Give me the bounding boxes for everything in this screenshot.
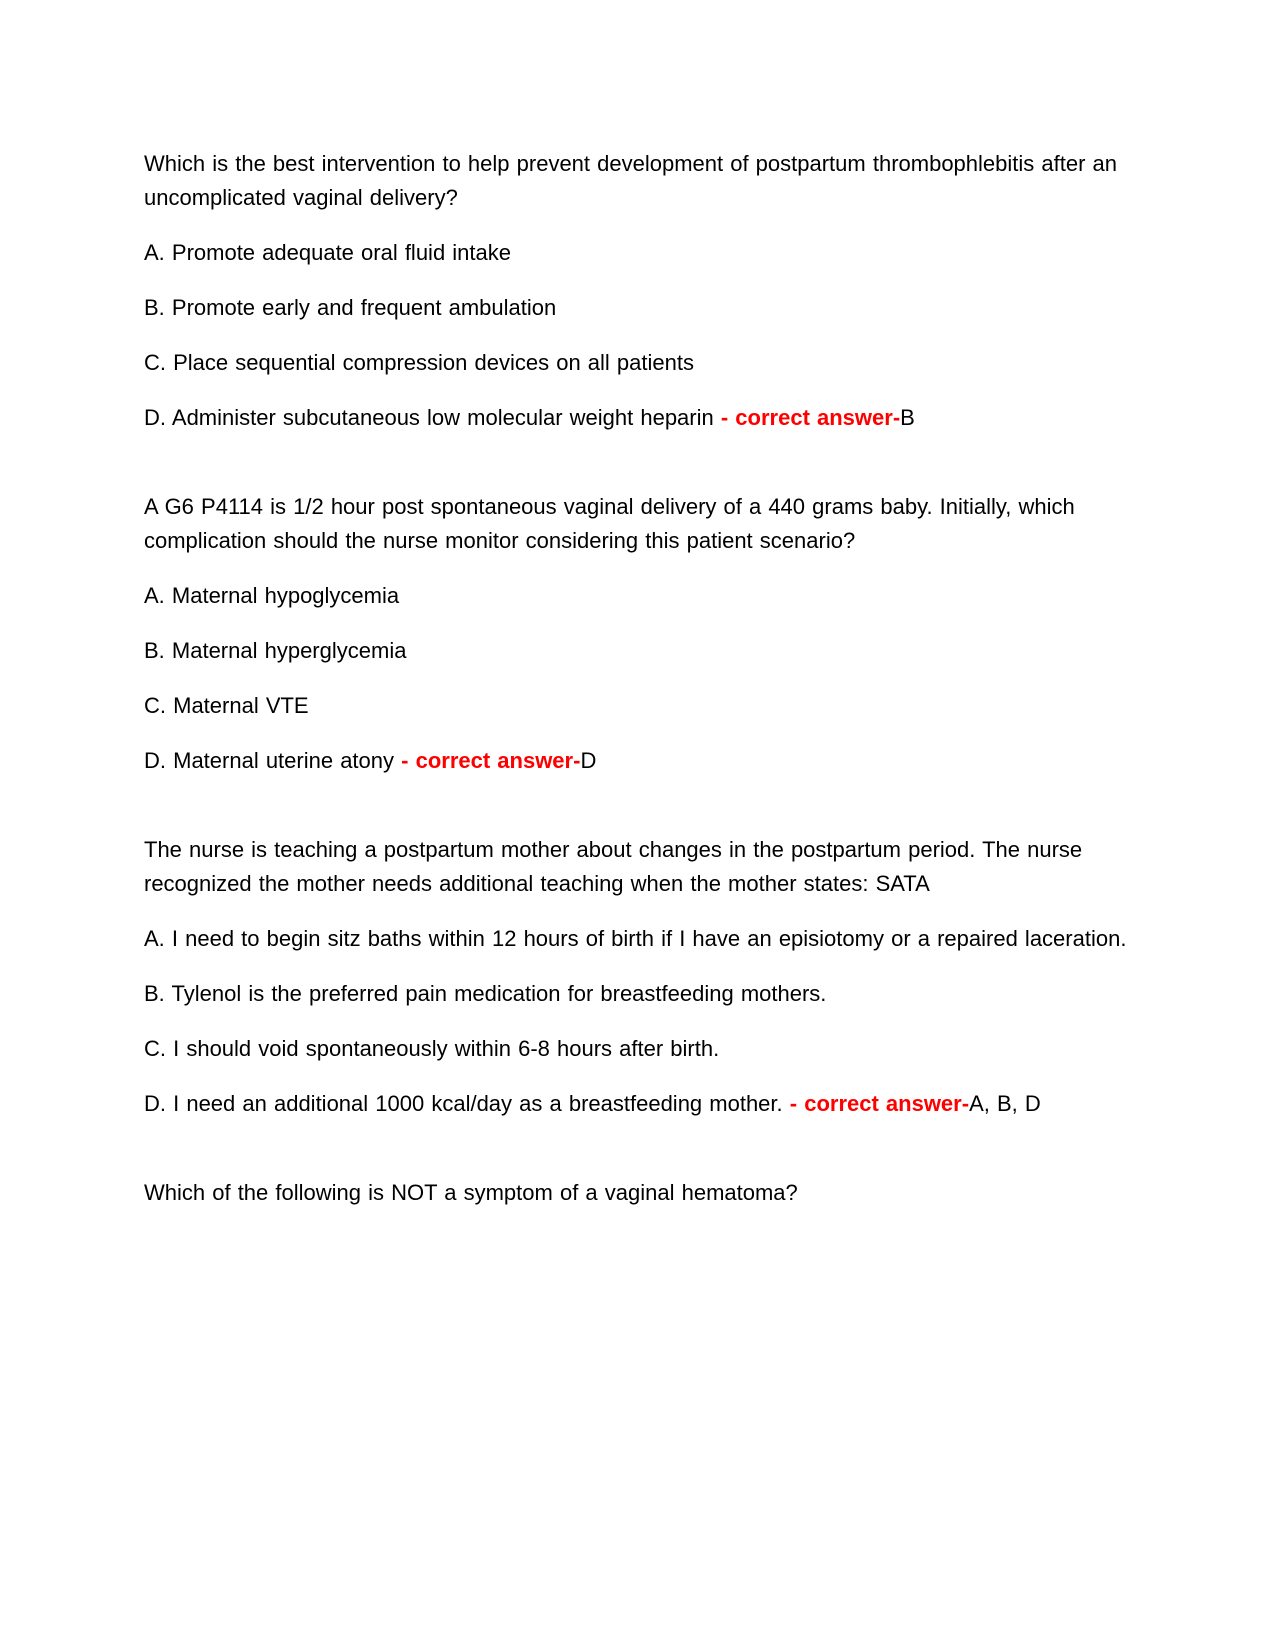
question-block-1 bbox=[144, 147, 1131, 435]
option-text: C. Maternal VTE bbox=[144, 693, 309, 718]
option-text: C. I should void spontaneously within 6-8 hours after birth. bbox=[144, 1036, 720, 1061]
option-text: B. Maternal hyperglycemia bbox=[144, 638, 407, 663]
correct-answer-marker: - correct answer- bbox=[394, 748, 581, 773]
question-block-3 bbox=[144, 833, 1131, 1121]
question-block-4 bbox=[144, 1176, 1131, 1210]
answer-option-c bbox=[144, 1032, 1131, 1066]
answer-option-c bbox=[144, 346, 1131, 380]
question-block-2 bbox=[144, 490, 1131, 778]
option-text: A. Promote adequate oral fluid intake bbox=[144, 240, 512, 265]
answer-option-b bbox=[144, 291, 1131, 325]
answer-option-b bbox=[144, 977, 1131, 1011]
question-prompt: Which of the following is NOT a symptom of a vaginal hematoma? bbox=[144, 1180, 798, 1205]
question-prompt: The nurse is teaching a postpartum mother about changes in the postpartum period. The nurse recognized the mother needs additional teaching when the mother states: SATA bbox=[144, 837, 1083, 896]
correct-answer-letters: A, B, D bbox=[969, 1091, 1041, 1116]
answer-option-c bbox=[144, 689, 1131, 723]
option-text: C. Place sequential compression devices on all patients bbox=[144, 350, 694, 375]
answer-option-a bbox=[144, 922, 1131, 956]
option-text: A. Maternal hypoglycemia bbox=[144, 583, 400, 608]
option-text: B. Tylenol is the preferred pain medication for breastfeeding mothers. bbox=[144, 981, 827, 1006]
option-text: A. I need to begin sitz baths within 12 hours of birth if I have an episiotomy or a repaired laceration. bbox=[144, 926, 1127, 951]
answer-option-d bbox=[144, 401, 1131, 435]
correct-answer-marker: - correct answer- bbox=[713, 405, 901, 430]
answer-option-b bbox=[144, 634, 1131, 668]
correct-answer-marker: - correct answer- bbox=[782, 1091, 970, 1116]
answer-option-d bbox=[144, 744, 1131, 778]
answer-option-d bbox=[144, 1087, 1131, 1121]
option-text: D. Maternal uterine atony bbox=[144, 748, 395, 773]
option-text: D. Administer subcutaneous low molecular weight heparin bbox=[144, 405, 714, 430]
question-prompt: A G6 P4114 is 1/2 hour post spontaneous vaginal delivery of a 440 grams baby. Initially, which complication should the nurse monitor considering this patient scenario? bbox=[144, 494, 1075, 553]
answer-option-a bbox=[144, 236, 1131, 270]
question-prompt: Which is the best intervention to help prevent development of postpartum thrombophlebitis after an uncomplicated vaginal delivery? bbox=[144, 151, 1117, 210]
answer-option-a bbox=[144, 579, 1131, 613]
correct-answer-letters: B bbox=[900, 405, 915, 430]
option-text: B. Promote early and frequent ambulation bbox=[144, 295, 557, 320]
option-text: D. I need an additional 1000 kcal/day as a breastfeeding mother. bbox=[144, 1091, 783, 1116]
correct-answer-letters: D bbox=[580, 748, 597, 773]
